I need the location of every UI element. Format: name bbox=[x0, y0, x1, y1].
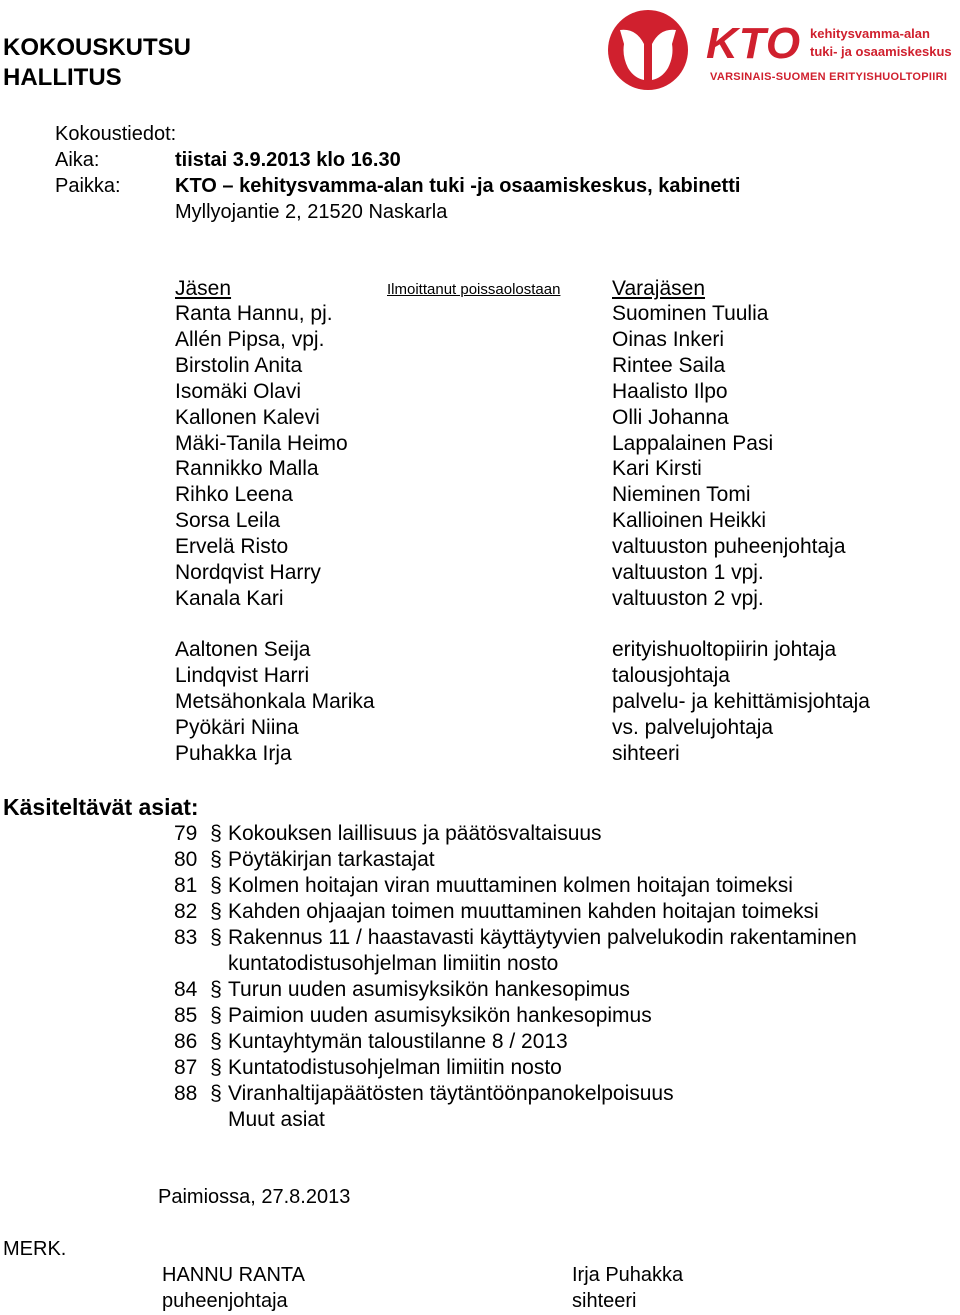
list-item: Sorsa Leila bbox=[175, 509, 281, 533]
member-column-header: Jäsen bbox=[175, 277, 232, 300]
item-text: Paimion uuden asumisyksikön hankesopimus bbox=[228, 1004, 652, 1027]
item-number: 82 bbox=[174, 900, 198, 923]
agenda-item bbox=[174, 1081, 674, 1107]
agenda-item bbox=[174, 873, 793, 899]
section-icon: § bbox=[210, 848, 222, 871]
section-icon: § bbox=[210, 926, 222, 949]
list-item: Kallonen Kalevi bbox=[175, 405, 320, 429]
agenda-item bbox=[174, 1029, 568, 1055]
agenda-item bbox=[174, 1055, 562, 1081]
list-item: Kari Kirsti bbox=[612, 457, 702, 481]
signer-1-name: HANNU RANTA bbox=[162, 1264, 305, 1286]
agenda-item bbox=[174, 847, 435, 873]
list-item: Oinas Inkeri bbox=[612, 327, 725, 351]
section-icon: § bbox=[210, 1056, 222, 1079]
list-item: Puhakka Irja bbox=[175, 741, 292, 765]
list-item: Metsähonkala Marika bbox=[175, 689, 375, 713]
member-list bbox=[175, 301, 348, 612]
place-label: Paikka: bbox=[55, 175, 121, 197]
kto-logo bbox=[606, 8, 952, 94]
agenda-other bbox=[228, 1107, 325, 1133]
item-number: 79 bbox=[174, 822, 198, 845]
item-text: Kolmen hoitajan viran muuttaminen kolmen hoitajan toimeksi bbox=[228, 874, 793, 897]
item-number: 83 bbox=[174, 926, 198, 949]
staff-name-list bbox=[175, 637, 375, 767]
list-item: Rihko Leena bbox=[175, 483, 293, 507]
logo-mark: KTO bbox=[706, 19, 802, 68]
agenda-item-continuation bbox=[228, 951, 558, 977]
list-item: valtuuston puheenjohtaja bbox=[612, 535, 846, 559]
section-icon: § bbox=[210, 874, 222, 897]
item-text: Kuntatodistusohjelman limiitin nosto bbox=[228, 1056, 562, 1079]
section-icon: § bbox=[210, 978, 222, 1001]
list-item: Pyökäri Niina bbox=[175, 715, 299, 739]
list-item: Kallioinen Heikki bbox=[612, 509, 767, 533]
section-icon: § bbox=[210, 1004, 222, 1027]
absence-column-header: Ilmoittanut poissaolostaan bbox=[387, 281, 561, 298]
item-number: 86 bbox=[174, 1030, 198, 1053]
list-item: Lappalainen Pasi bbox=[612, 431, 774, 455]
list-item: Nordqvist Harry bbox=[175, 561, 321, 585]
time-value: tiistai 3.9.2013 klo 16.30 bbox=[175, 149, 401, 171]
list-item: valtuuston 1 vpj. bbox=[612, 561, 764, 585]
section-icon: § bbox=[210, 1082, 222, 1105]
place-value: KTO – kehitysvamma-alan tuki -ja osaamiskeskus, kabinetti bbox=[175, 175, 741, 197]
section-icon: § bbox=[210, 822, 222, 845]
signer-1-title: puheenjohtaja bbox=[162, 1290, 288, 1312]
staff-role-list bbox=[612, 637, 870, 767]
agenda-heading: Käsiteltävät asiat: bbox=[3, 794, 199, 820]
agenda-item bbox=[174, 1003, 652, 1029]
merk-label: MERK. bbox=[3, 1238, 67, 1260]
section-icon: § bbox=[210, 900, 222, 923]
list-item: Suominen Tuulia bbox=[612, 302, 769, 325]
list-item: Aaltonen Seija bbox=[175, 638, 311, 661]
list-item: Rintee Saila bbox=[612, 353, 726, 377]
address: Myllyojantie 2, 21520 Naskarla bbox=[175, 201, 448, 223]
agenda-item bbox=[174, 977, 630, 1003]
meeting-heading: Kokoustiedot: bbox=[55, 123, 177, 145]
logo-line-3: VARSINAIS-SUOMEN ERITYISHUOLTOPIIRI bbox=[710, 71, 948, 83]
list-item: Rannikko Malla bbox=[175, 457, 319, 481]
list-item: Birstolin Anita bbox=[175, 353, 303, 377]
item-number: 80 bbox=[174, 848, 198, 871]
deputy-list bbox=[612, 301, 846, 612]
signer-2-name: Irja Puhakka bbox=[572, 1264, 684, 1286]
list-item: Allén Pipsa, vpj. bbox=[175, 327, 325, 351]
document-title bbox=[3, 33, 191, 93]
list-item: Kanala Kari bbox=[175, 586, 284, 610]
item-text: Pöytäkirjan tarkastajat bbox=[228, 848, 435, 871]
item-number: 88 bbox=[174, 1082, 198, 1105]
item-text: Kuntayhtymän taloustilanne 8 / 2013 bbox=[228, 1030, 568, 1053]
item-number: 81 bbox=[174, 874, 198, 897]
item-text: Turun uuden asumisyksikön hankesopimus bbox=[228, 978, 630, 1001]
list-item: valtuuston 2 vpj. bbox=[612, 586, 764, 610]
item-number: 87 bbox=[174, 1056, 198, 1079]
list-item: vs. palvelujohtaja bbox=[612, 715, 774, 739]
list-item: erityishuoltopiirin johtaja bbox=[612, 638, 837, 661]
section-icon: § bbox=[210, 1030, 222, 1053]
list-item: Lindqvist Harri bbox=[175, 663, 310, 687]
place-date: Paimiossa, 27.8.2013 bbox=[158, 1186, 351, 1208]
list-item: Isomäki Olavi bbox=[175, 379, 302, 403]
agenda-item bbox=[174, 925, 857, 951]
list-item: Mäki-Tanila Heimo bbox=[175, 431, 348, 455]
item-text: Kokouksen laillisuus ja päätösvaltaisuus bbox=[228, 822, 602, 845]
item-text: Kahden ohjaajan toimen muuttaminen kahden hoitajan toimeksi bbox=[228, 900, 819, 923]
list-item: Ranta Hannu, pj. bbox=[175, 302, 333, 325]
list-item: Ervelä Risto bbox=[175, 535, 289, 559]
deputy-column-header: Varajäsen bbox=[612, 277, 706, 300]
time-label: Aika: bbox=[55, 149, 100, 171]
item-text: Viranhaltijapäätösten täytäntöönpanokelpoisuus bbox=[228, 1082, 674, 1105]
signer-2-title: sihteeri bbox=[572, 1290, 637, 1312]
list-item: Olli Johanna bbox=[612, 405, 729, 429]
kto-emblem-icon bbox=[606, 8, 690, 92]
other-items-text: Muut asiat bbox=[228, 1108, 325, 1131]
list-item: talousjohtaja bbox=[612, 663, 730, 687]
list-item: Haalisto Ilpo bbox=[612, 379, 728, 403]
item-text: kuntatodistusohjelman limiitin nosto bbox=[228, 952, 559, 975]
item-text: Rakennus 11 / haastavasti käyttäytyvien palvelukodin rakentaminen bbox=[228, 926, 857, 949]
logo-line-2: tuki- ja osaamiskeskus bbox=[810, 44, 952, 59]
item-number: 85 bbox=[174, 1004, 198, 1027]
list-item: Nieminen Tomi bbox=[612, 483, 751, 507]
agenda-item bbox=[174, 821, 602, 847]
list-item: sihteeri bbox=[612, 741, 680, 765]
list-item: palvelu- ja kehittämisjohtaja bbox=[612, 689, 870, 713]
logo-line-1: kehitysvamma-alan bbox=[810, 26, 930, 41]
agenda-item bbox=[174, 899, 819, 925]
title-line-2: HALLITUS bbox=[3, 64, 122, 91]
title-line-1: KOKOUSKUTSU bbox=[3, 34, 192, 61]
item-number: 84 bbox=[174, 978, 198, 1001]
